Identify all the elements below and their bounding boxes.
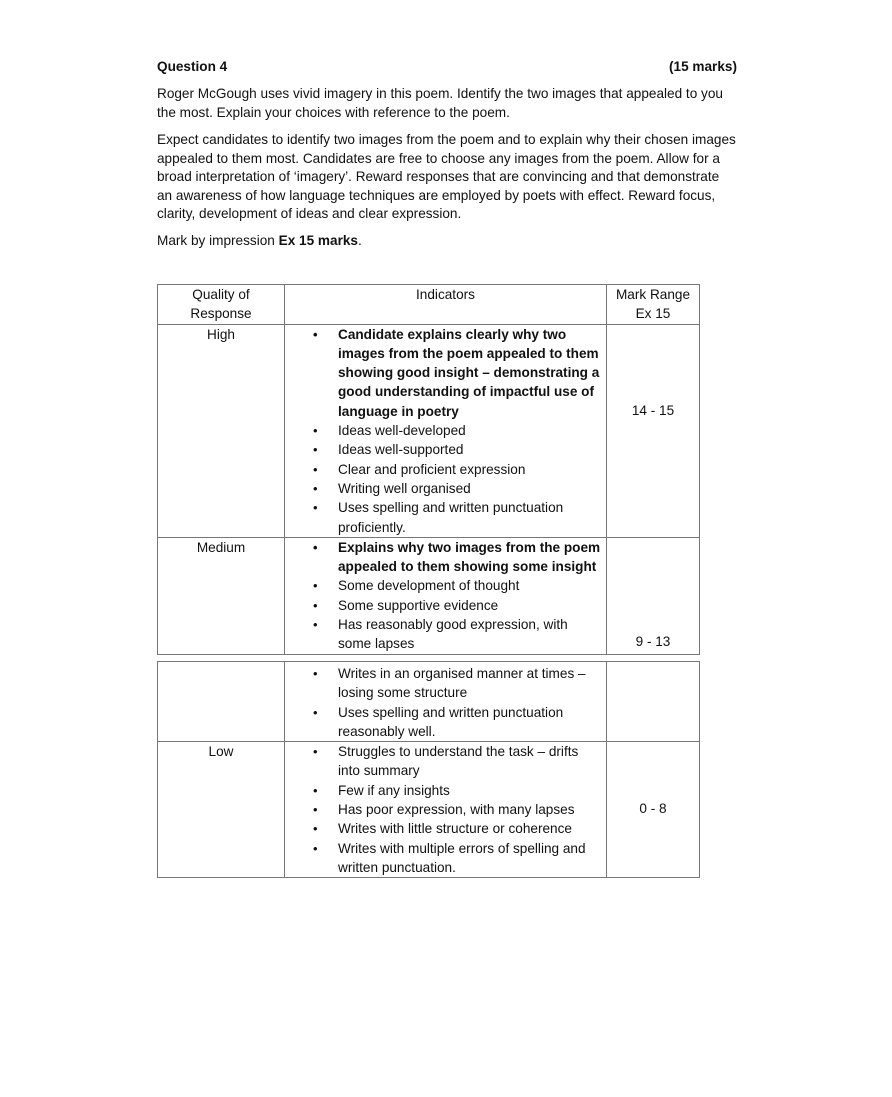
- indicator-item: • Writing well organised: [285, 479, 602, 498]
- mark-range-high: 14 - 15: [607, 324, 700, 537]
- table-row-medium-cont: [158, 662, 700, 742]
- indicator-item: • Ideas well-developed: [285, 421, 602, 440]
- quality-low: Low: [158, 742, 285, 878]
- indicator-item: • Writes with little structure or coherence: [285, 819, 602, 838]
- table-row-high: [158, 324, 700, 537]
- mark-by-impression: [157, 232, 737, 251]
- question-prompt: Roger McGough uses vivid imagery in this poem. Identify the two images that appealed to you the most. Explain your choices with reference to the poem.: [157, 86, 723, 120]
- indicator-item: • Clear and proficient expression: [285, 460, 602, 479]
- quality-medium: Medium: [158, 537, 285, 654]
- header-indicators: Indicators: [285, 285, 607, 325]
- quality-medium-cont: [158, 662, 285, 742]
- table-row-low: [158, 742, 700, 878]
- question-header: [157, 59, 737, 74]
- header-quality: Quality of Response: [158, 285, 285, 325]
- indicator-item: • Has poor expression, with many lapses: [285, 800, 602, 819]
- indicator-item: • Some development of thought: [285, 576, 602, 595]
- indicator-item: • Has reasonably good expression, with some lapses: [285, 615, 602, 654]
- indicator-item: • Struggles to understand the task – drifts into summary: [285, 742, 602, 781]
- indicator-list-medium: [285, 538, 606, 654]
- indicators-high: [285, 324, 607, 537]
- rubric-table-part-2: [157, 661, 700, 878]
- mark-range-low: 0 - 8: [607, 742, 700, 878]
- indicator-item: • Writes with multiple errors of spelling and written punctuation.: [285, 839, 602, 878]
- indicator-item: • Some supportive evidence: [285, 596, 602, 615]
- quality-high: High: [158, 324, 285, 537]
- indicator-item: • Uses spelling and written punctuation proficiently.: [285, 498, 602, 537]
- indicator-item: • Candidate explains clearly why two images from the poem appealed to them showing good insight – demonstrating a good understanding of impactful use of language in poetry: [285, 325, 602, 421]
- indicator-list-medium-cont: [285, 662, 606, 741]
- indicator-list-low: [285, 742, 606, 877]
- table-row-medium: [158, 537, 700, 654]
- question-marks: (15 marks): [668, 59, 737, 74]
- indicators-low: [285, 742, 607, 878]
- rubric-table-part-1: [157, 284, 700, 655]
- mark-range-medium-cont: [607, 662, 700, 742]
- marking-guidance: Expect candidates to identify two images from the poem and to explain why their chosen images appealed to them most. Candidates are free to choose any images from the poem. Allow for a broad interpretation of ‘imagery’. Reward responses that are convincing and that demonstrate an awareness of how language techniques are employed by poets with effect. Reward focus, clarity, development of ideas and clear expression.: [157, 132, 736, 222]
- header-mark-range: Mark Range Ex 15: [607, 285, 700, 325]
- table-header-row: [158, 285, 700, 325]
- mark-by-suffix: .: [357, 233, 362, 248]
- mark-by-prefix: Mark by impression: [157, 233, 279, 248]
- indicator-item: • Few if any insights: [285, 781, 602, 800]
- indicator-item: • Explains why two images from the poem appealed to them showing some insight: [285, 538, 602, 577]
- indicator-item: • Writes in an organised manner at times – losing some structure: [285, 664, 602, 703]
- mark-by-bold: Ex 15 marks: [278, 233, 358, 248]
- indicators-medium-cont: [285, 662, 607, 742]
- indicator-item: • Uses spelling and written punctuation reasonably well.: [285, 703, 602, 742]
- mark-range-medium: 9 - 13: [607, 537, 700, 654]
- indicators-medium: [285, 537, 607, 654]
- indicator-list-high: [285, 325, 606, 537]
- question-title: Question 4: [157, 59, 228, 74]
- indicator-item: • Ideas well-supported: [285, 440, 602, 459]
